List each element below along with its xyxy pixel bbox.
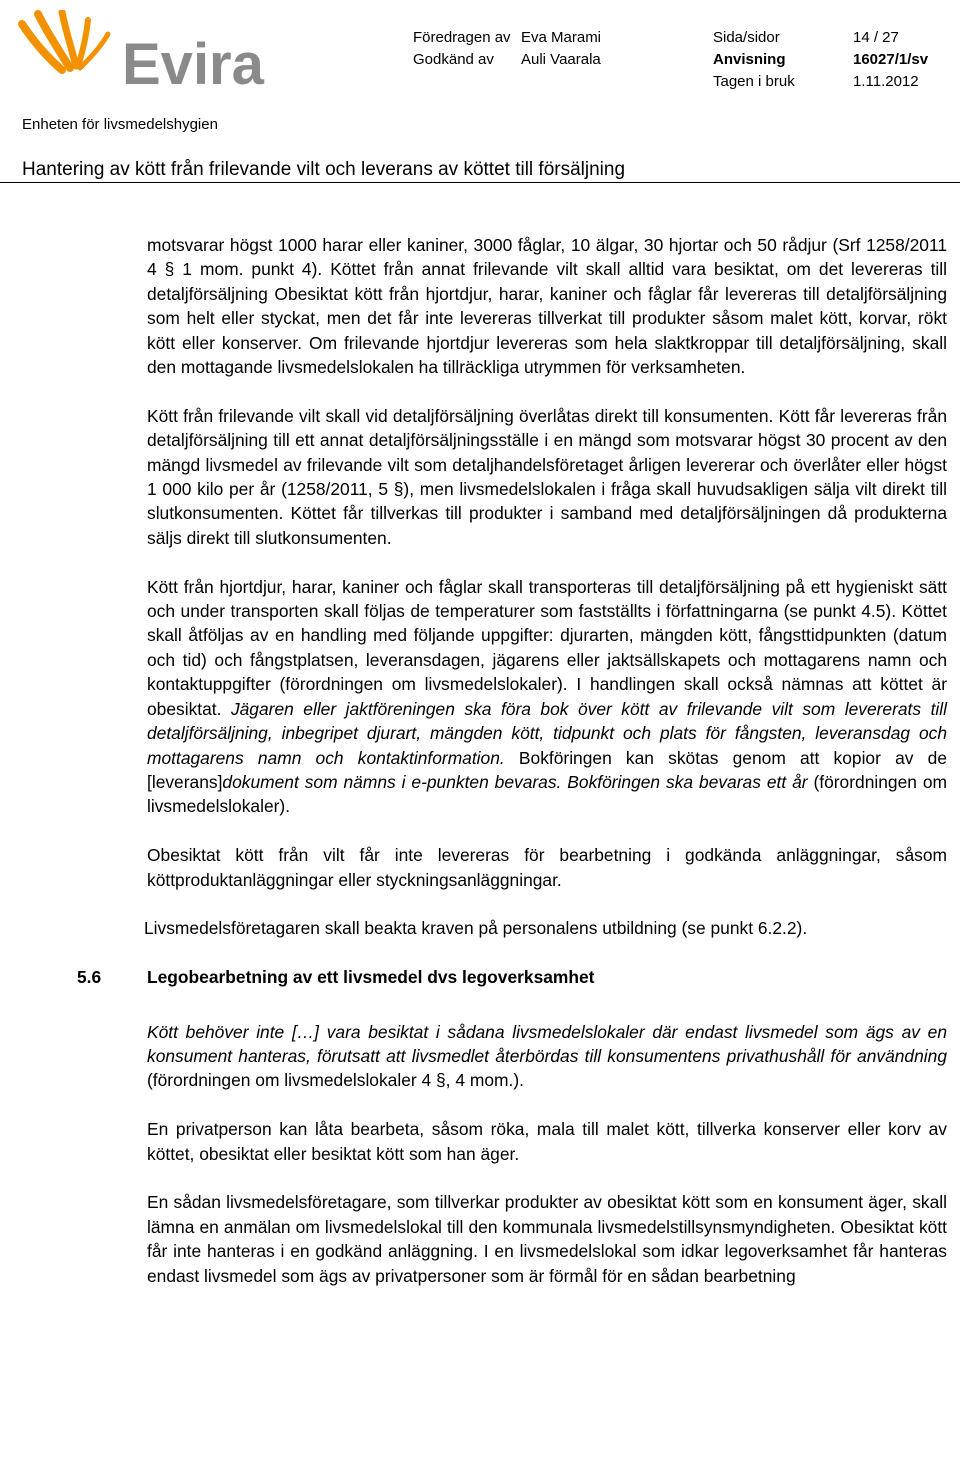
presenter-name: Eva Marami: [521, 29, 602, 46]
paragraph-text: Bokföringen kan skötas genom att kopior av de [leverans]: [147, 747, 947, 792]
paragraph: motsvarar högst 1000 harar eller kaniner, 3000 fåglar, 10 älgar, 30 hjortar och 50 rådjur (Srf 1258/2011 4 § 1 mom. punkt 4). Köttet från annat frilevande vilt skall alltid vara besiktat, om det levereras till detaljförsäljning Obesiktat kött från hjortdjur, harar, kaniner och fåglar får levereras till detaljförsäljning som helt eller styckat, men det får inte levereras tillverkat till produkter såsom malet kött, korvar, rökt kött eller konserver. Om frilevande hjortdjur levereras som hela slaktkroppar till detaljförsäljning, skall den mottagande livsmedelslokalen ha tillräckliga utrymmen för verksamheten.: [147, 235, 947, 378]
effective-date: 1.11.2012: [853, 73, 919, 90]
paragraph: En sådan livsmedelsföretagare, som tillverkar produkter av obesiktat kött som en konsument äger, skall lämna en anmälan om livsmedelslokal till den kommunala livsmedelstillsynsmyndigheten. Obesiktat kött får inte hanteras i en godkänd anläggning. I en livsmedelslokal som idkar legoverksamhet får hanteras endast livsmedel som ägs av privatpersoner som är förmål för en sådan bearbetning: [147, 1192, 947, 1286]
effective-label: Tagen i bruk: [713, 73, 795, 90]
page-number: 14 / 27: [853, 29, 899, 46]
approver-label: Godkänd av: [413, 51, 494, 68]
evira-wordmark: Evira: [122, 32, 264, 90]
page-label: Sida/sidor: [713, 29, 780, 46]
paragraph: Livsmedelsföretagaren skall beakta kraven på personalens utbildning (se punkt 6.2.2).: [144, 918, 808, 939]
organization-unit: Enheten för livsmedelshygien: [22, 116, 218, 133]
paragraph: Obesiktat kött från vilt får inte levereras för bearbetning i godkända anläggningar, såsom köttproduktanläggningar eller styckningsanläggningar.: [147, 845, 947, 890]
section-heading: [77, 965, 947, 989]
italic-text: dokument som nämns i e-punkten bevaras. Bokföringen ska bevaras ett år: [222, 771, 808, 792]
header-divider: [0, 182, 960, 183]
paragraph-text: (förordningen om livsmedelslokaler 4 §, 4 mom.).: [147, 1070, 524, 1091]
paragraph: [147, 575, 947, 819]
section-title: Legobearbetning av ett livsmedel dvs legoverksamhet: [147, 967, 595, 988]
section-number: 5.6: [77, 967, 102, 988]
evira-logo: [8, 10, 268, 90]
evira-wing-mark: [22, 12, 108, 70]
paragraph: Kött från frilevande vilt skall vid detaljförsäljning överlåtas direkt till konsumenten. Kött får levereras från detaljförsäljning till ett annat detaljförsäljningsställe i en mängd som motsvarar högst 30 procent av den mängd livsmedel av frilevande vilt som detaljhandelsföretaget årligen levererar och överlåter eller högst 1 000 kilo per år (1258/2011, 5 §), men livsmedelslokalen i fråga skall huvudsakligen sälja vilt direkt till slutkonsumenten. Köttet får tillverkas till produkter i samband med detaljförsäljningen då produkterna säljs direkt till slutkonsumenten.: [147, 405, 947, 548]
italic-text: Kött behöver inte […] vara besiktat i sådana livsmedelslokaler där endast livsmedel som ägs av en konsument hanteras, förutsatt att livsmedlet återbördas till konsumentens privathushåll för användning: [147, 1021, 947, 1066]
document-title: Hantering av kött från frilevande vilt och leverans av köttet till försäljning: [22, 159, 626, 180]
document-body: [77, 233, 947, 1288]
document-type: Anvisning: [713, 51, 786, 68]
paragraph: En privatperson kan låta bearbeta, såsom röka, mala till malet kött, tillverka konserver eller korv av köttet, obesiktat eller besiktat kött som han äger.: [147, 1119, 947, 1164]
approver-name: Auli Vaarala: [521, 51, 601, 68]
italic-text: Jägaren eller jaktföreningen ska föra bok över kött av frilevande vilt som levererats till detaljförsäljning, inbegripet djurart, mängden kött, tidpunkt och plats för fångsten, leveransdag och mottagarens namn och kontaktinformation.: [147, 698, 947, 768]
presenter-label: Föredragen av: [413, 29, 511, 46]
paragraph-text: (förordningen om livsmedelslokaler).: [147, 771, 947, 817]
paragraph-text: Kött från hjortdjur, harar, kaniner och fåglar skall transporteras till detaljförsäljning på ett hygieniskt sätt och under transporten skall följas de temperaturer som fastställts i författningarna (se punkt 4.5). Köttet skall åtföljas av en handling med följande uppgifter: djurarten, mängden kött, fångsttidpunkten (datum och tid) och fångstplatsen, leveransdagen, jägarens eller jaktsällskapets och mottagarens namn och kontaktuppgifter (förordningen om livsmedelslokaler). I handlingen skall också nämnas att köttet är obesiktat.: [147, 576, 947, 719]
paragraph: [147, 1020, 947, 1093]
document-number: 16027/1/sv: [853, 51, 929, 68]
